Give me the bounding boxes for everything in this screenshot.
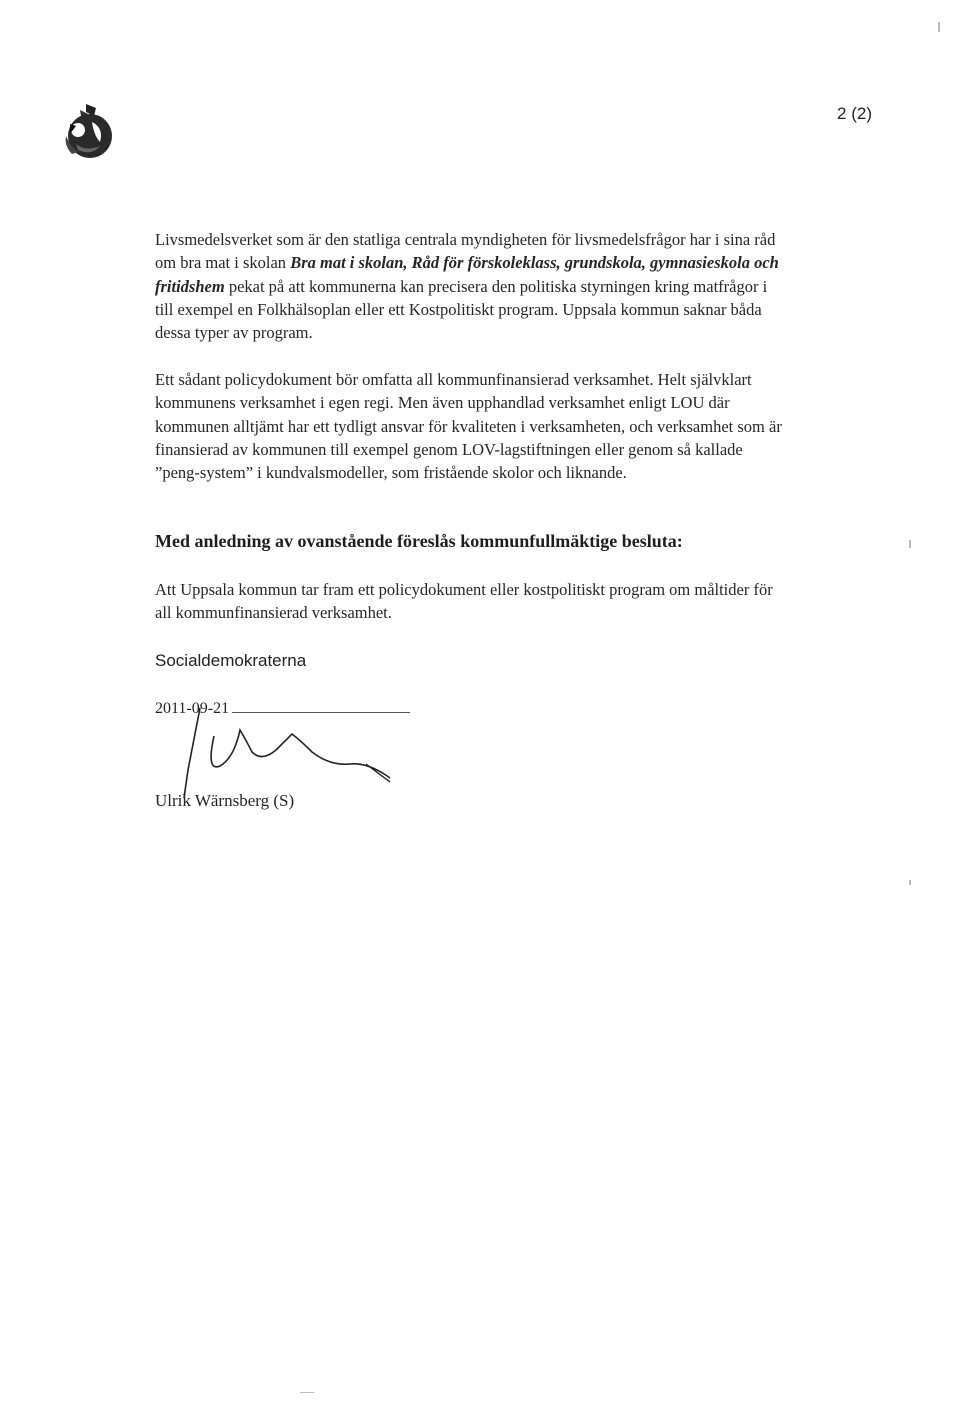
paragraph-1-text-a: Livsmedelsverket som är den statliga centrala myndigheten för livsmedelsfrågor har i sina råd om bra mat i skolan <box>155 230 776 273</box>
rose-logo-icon <box>56 100 120 164</box>
handwritten-signature <box>140 700 400 804</box>
paragraph-3: Att Uppsala kommun tar fram ett policydokument eller kostpolitiskt program om måltider för all kommunfinansierad verksamhet. <box>155 580 773 623</box>
page-number: 2 (2) <box>837 104 872 123</box>
publication-title: Bra mat i skolan, Råd för förskoleklass, grundskola, gymnasieskola och fritidshem <box>155 253 779 296</box>
paragraph-2: Ett sådant policydokument bör omfatta all kommunfinansierad verksamhet. Helt självklart kommunens verksamhet i egen regi. Men även upphandlad verksamhet enligt LOU där kommunen alltjämt har ett tydligt ansvar för kvaliteten i verksamheten, och verksamhet som är finansierad av kommunen till exempel genom LOV-lagstiftningen eller genom så kallade ”peng-system” i kundvalsmodeller, som fristående skolor och liknande. <box>155 370 782 483</box>
party-name: Socialdemokraterna <box>155 651 307 670</box>
paragraph-1 <box>155 228 787 344</box>
signer-name: Ulrik Wärnsberg (S) <box>155 791 295 810</box>
proposal-heading: Med anledning av ovanstående föreslås kommunfullmäktige besluta: <box>155 531 683 551</box>
signature-date: 2011-09-21 <box>155 700 230 717</box>
paragraph-1-text-b: pekat på att kommunerna kan precisera den politiska styrningen kring matfrågor i till exempel en Folkhälsoplan eller ett Kostpolitiskt program. Uppsala kommun saknar båda dessa typer av program. <box>155 276 768 343</box>
